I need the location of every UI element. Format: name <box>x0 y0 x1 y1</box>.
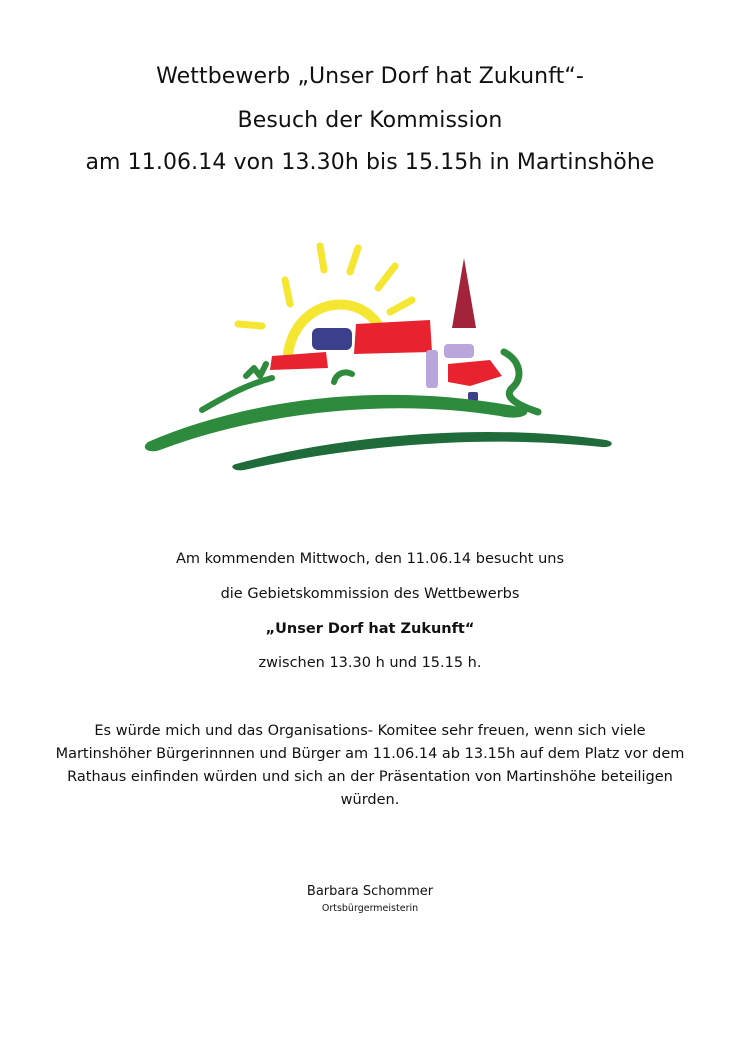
heading-line-3: am 11.06.14 von 13.30h bis 15.15h in Martinshöhe <box>85 150 655 175</box>
announcement-contest-name: „Unser Dorf hat Zukunft“ <box>265 621 475 637</box>
signature-name: Barbara Schommer <box>306 884 434 899</box>
announcement-line-2: die Gebietskommission des Wettbewerbs <box>220 586 520 602</box>
paragraph-line: würden. <box>340 792 400 808</box>
invitation-paragraph <box>55 720 685 812</box>
signature-title: Ortsbürgermeisterin <box>321 903 419 914</box>
paragraph-line: Martinshöher Bürgerinnnen und Bürger am 11.06.14 ab 13.15h auf dem Platz vor dem <box>55 746 685 762</box>
village-sun-logo-icon <box>140 236 620 476</box>
heading-line-2: Besuch der Kommission <box>237 108 503 133</box>
heading-line-1: Wettbewerb „Unser Dorf hat Zukunft“- <box>156 64 584 89</box>
paragraph-line: Es würde mich und das Organisations- Komitee sehr freuen, wenn sich viele <box>94 723 646 739</box>
paragraph-line: Rathaus einfinden würden und sich an der Präsentation von Martinshöhe beteiligen <box>67 769 673 785</box>
announcement-line-4: zwischen 13.30 h und 15.15 h. <box>258 655 482 671</box>
announcement-line-1: Am kommenden Mittwoch, den 11.06.14 besucht uns <box>175 551 565 567</box>
